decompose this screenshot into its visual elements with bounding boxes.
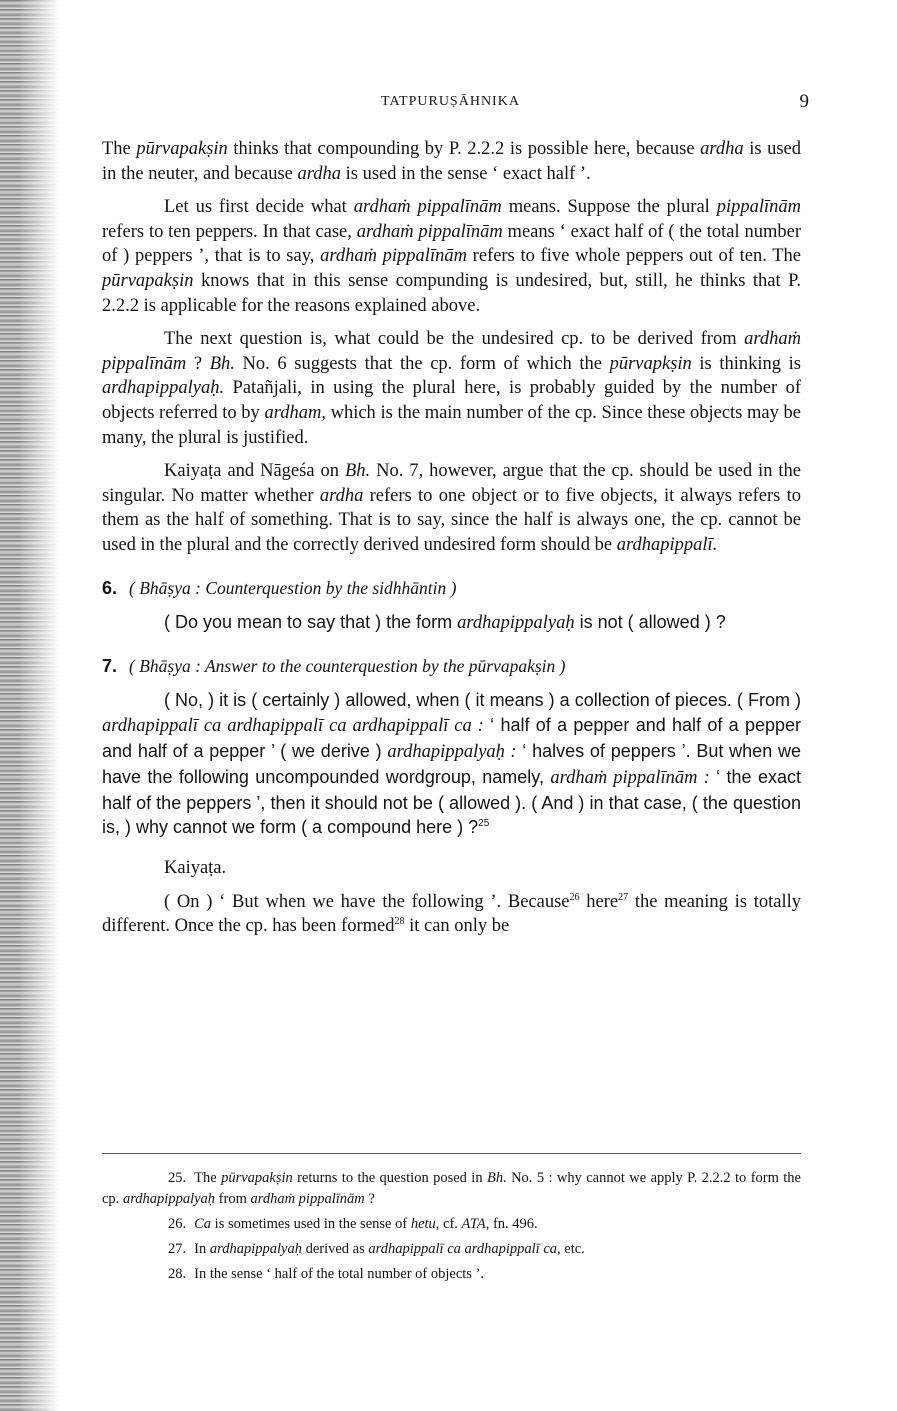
kaiyata-heading: Kaiyaṭa. [164,858,227,879]
main-text [102,137,801,948]
footnotes [102,1153,801,1289]
paragraph-2: Let us first decide what ardhaṁ pippalīnām means. Suppose the plural pippalīnām refers to ten peppers. In that case, ardhaṁ pippalīnām means ‘ exact half of ( the total number of ) peppers ’, that is to say, ardhaṁ pippalīnām refers to five whole peppers out of ten. The pūrvapakṣin knows that in this sense compunding is undesired, but, still, he thinks that P. 2.2.2 is applicable for the reasons explained above. [102,197,802,316]
scan-binding-edge [0,0,60,1411]
section-6-heading: 6. ( Bhāṣya : Counterquestion by the sidhhāntin ) [102,577,457,598]
running-title: TATPURUṢĀHNIKA [381,94,520,109]
kaiyata-paragraph: ( On ) ‘ But when we have the following ’. Because$^{26}$ here$^{27}$ the meaning is totally different. Once the cp. has been formed$^{28}$ it can only be [102,891,801,937]
footnote-26: 26. Ca is sometimes used in the sense of hetu, cf. ATA, fn. 496. [168,1216,538,1232]
section-7-translation: ( No, ) it is ( certainly ) allowed, when ( it means ) a collection of pieces. ( From ) ardhapippalī ca ardhapippalī ca ardhapippalī ca : ‘ half of a pepper and half of a pepper and half of a pepper ’ ( we derive ) ardhapippalyaḥ : ‘ halves of peppers ’. But when we have the following uncompounded wordgroup, namely, ardhaṁ pippalīnām : ‘ the exact half of the peppers ’, then it should not be ( allowed ). ( And ) in that case, ( the question is, ) why cannot we form ( a compound here ) ?$^{25}$ [102,690,802,838]
footnote-ref-25: 25 [478,818,490,830]
page-header [102,91,809,116]
footnote-28: 28. In the sense ‘ half of the total number of objects ’. [168,1266,485,1282]
section-7-heading: 7. ( Bhāṣya : Answer to the counterquestion by the pūrvapakṣin ) [102,655,566,676]
paragraph-4: Kaiyaṭa and Nāgeśa on Bh. No. 7, however, argue that the cp. should be used in the singular. No matter whether ardha refers to one object or to five objects, it always refers to them as the half of something. That is to say, since the half is always one, the cp. cannot be used in the plural and the correctly derived undesired form should be ardhapippalī. [102,461,801,555]
page-number: 9 [799,91,809,112]
paragraph-1: The pūrvapakṣin thinks that compounding by P. 2.2.2 is possible here, because ardha is used in the neuter, and because ardha is used in the sense ‘ exact half ’. [102,139,802,184]
section-6-translation: ( Do you mean to say that ) the form ardhapippalyaḥ is not ( allowed ) ? [164,612,726,634]
footnote-27: 27. In ardhapippalyaḥ derived as ardhapippalī ca ardhapippalī ca, etc. [168,1241,585,1257]
paragraph-3: The next question is, what could be the undesired cp. to be derived from ardhaṁ pippalīnām ? Bh. No. 6 suggests that the cp. form of which the pūrvapkṣin is thinking is ardhapippalyaḥ. Patañjali, in using the plural here, is probably guided by the number of objects referred to by ardham, which is the main number of the cp. Since these objects may be many, the plural is justified. [102,329,802,448]
footnote-25: 25. The pūrvapakṣin returns to the question posed in Bh. No. 5 : why cannot we apply P. 2.2.2 to form the cp. ardhapippalyaḥ from ardhaṁ pippalīnām ? [102,1170,801,1207]
